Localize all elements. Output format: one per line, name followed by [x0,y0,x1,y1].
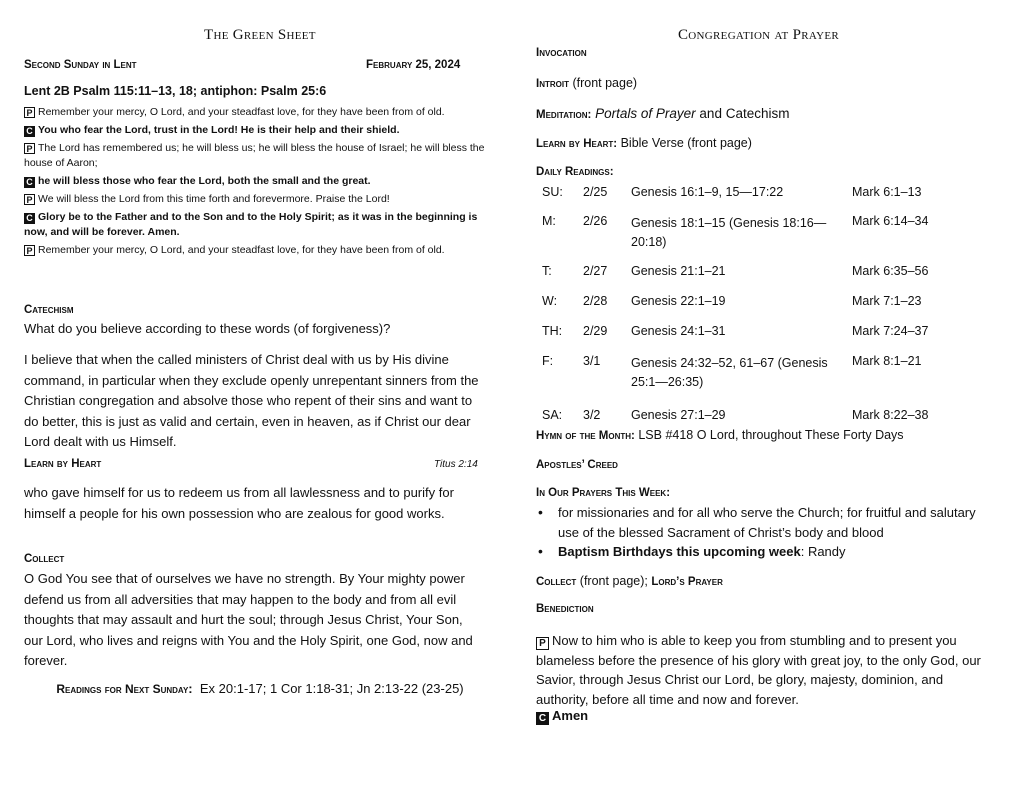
psalm-line: P Remember your mercy, O Lord, and your steadfast love, for they have been from of old. [24,105,494,120]
hymn-text: LSB #418 O Lord, throughout These Forty Days [638,428,904,442]
reading-row: M: 2/26 Genesis 18:1–15 (Genesis 18:16—20:18) Mark 6:14–34 [542,214,929,249]
psalm-heading: Lent 2B Psalm 115:11–13, 18; antiphon: Psalm 25:6 [24,84,327,98]
prayers-heading: In Our Prayers This Week: [536,487,671,499]
learn-by-heart-text: who gave himself for us to redeem us from all lawlessness and to purify for himself a people for his own possession who are zealous for good works. [24,485,454,521]
congregation-mark-icon: C [24,213,35,224]
meditation-title: Portals of Prayer [595,106,696,121]
reading-row: W: 2/28 Genesis 22:1–19 Mark 7:1–23 [542,294,922,308]
psalm-line: C You who fear the Lord, trust in the Lord! He is their help and their shield. [24,123,494,138]
psalm-line: P Remember your mercy, O Lord, and your steadfast love, for they have been from of old. [24,243,494,258]
daily-readings-table [536,185,1000,432]
creed-heading: Apostles’ Creed [536,459,618,471]
left-page-title: The Green Sheet [204,27,316,43]
psalm-line: C he will bless those who fear the Lord, both the small and the great. [24,174,494,189]
pastor-mark-icon: P [24,107,35,118]
reading-row: SU: 2/25 Genesis 16:1–9, 15—17:22 Mark 6:1–13 [542,185,922,199]
benediction-text: P Now to him who is able to keep you from stumbling and to present you blameless before the presence of his glory with great joy, to the only God, our Savior, through Jesus Christ our Lord, be glory, majesty, dominion, and authority, before all time and now and forever. [536,633,981,707]
collect-label: Collect [536,576,577,588]
learn-note: Bible Verse (front page) [620,136,752,150]
collect-text: O God You see that of ourselves we have no strength. By Your mighty power defend us from all adversities that may happen to the body and from all evil thoughts that may assault and hurt the soul; through Jesus Christ, Your Son, our Lord, who lives and reigns with You and the Holy Spirit, one God, now and forever. [24,571,473,668]
prayer-item: • Baptism Birthdays this upcoming week: Randy [558,542,986,562]
invocation-heading: Invocation [536,47,587,59]
psalm-line: P We will bless the Lord from this time forth and forevermore. Praise the Lord! [24,192,494,207]
introit-line [536,76,637,90]
prayer-item: • for missionaries and for all who serve the Church; for fruitful and salutary use of the blessed Sacrament of Christ’s body and blood [558,503,986,542]
collect-note: (front page); [579,574,648,588]
catechism-heading: Catechism [24,304,74,316]
pastor-mark-icon: P [536,637,549,650]
pastor-mark-icon: P [24,143,35,154]
learn-by-heart-heading: Learn by Heart [24,458,102,470]
psalm-responsive-reading [24,105,494,258]
psalm-line: P The Lord has remembered us; he will bless us; he will bless the house of Israel; he will bless the house of Aaron; [24,142,485,169]
right-page-title: Congregation at Prayer [678,27,839,43]
lords-prayer-label: Lord’s Prayer [651,576,723,588]
next-sunday-text: Ex 20:1-17; 1 Cor 1:18-31; Jn 2:13-22 (23-25) [199,681,464,696]
congregation-mark-icon: C [536,712,549,725]
benediction-heading: Benediction [536,603,594,615]
reading-row: TH: 2/29 Genesis 24:1–31 Mark 7:24–37 [542,324,929,338]
learn-label: Learn by Heart: [536,138,618,150]
hymn-line [536,428,904,442]
reading-row: SA: 3/2 Genesis 27:1–29 Mark 8:22–38 [542,408,929,422]
reading-row: F: 3/1 Genesis 24:32–52, 61–67 (Genesis 25:1—26:35) Mark 8:1–21 [542,354,922,389]
next-sunday-readings: Readings for Next Sunday: Ex 20:1-17; 1 Cor 1:18-31; Jn 2:13-22 (23-25) [56,681,464,696]
learn-line [536,136,752,150]
learn-by-heart-reference: Titus 2:14 [434,459,478,470]
catechism-answer: I believe that when the called ministers of Christ deal with us by His divine command, in particular when they exclude openly unrepentant sinners from the Christian congregation and absolve those who repent of their sins and want to do better, this is just as valid and certain, even in heaven, as if Christ our dear Lord dealt with us Himself. [24,352,479,449]
catechism-question: What do you believe according to these words (of forgiveness)? [24,321,391,336]
daily-readings-heading: Daily Readings: [536,166,614,178]
hymn-label: Hymn of the Month: [536,430,635,442]
meditation-line [536,106,789,121]
collect-line [536,574,723,588]
collect-heading: Collect [24,553,65,565]
amen-line [536,708,588,725]
reading-row: T: 2/27 Genesis 21:1–21 Mark 6:35–56 [542,264,929,278]
next-sunday-label: Readings for Next Sunday [56,682,189,696]
psalm-line: C Glory be to the Father and to the Son and to the Holy Spirit; as it was in the beginning is now, and will be forever. Amen. [24,211,478,238]
meditation-rest: and Catechism [699,106,790,121]
introit-note: (front page) [572,76,638,90]
congregation-mark-icon: C [24,126,35,137]
introit-label: Introit [536,78,569,90]
sunday-date: February 25, 2024 [366,59,461,71]
prayers-list [536,503,986,562]
pastor-mark-icon: P [24,245,35,256]
pastor-mark-icon: P [24,194,35,205]
congregation-mark-icon: C [24,177,35,188]
amen-text: Amen [552,708,589,723]
sunday-name: Second Sunday in Lent [24,59,137,71]
meditation-label: Meditation: [536,109,592,121]
